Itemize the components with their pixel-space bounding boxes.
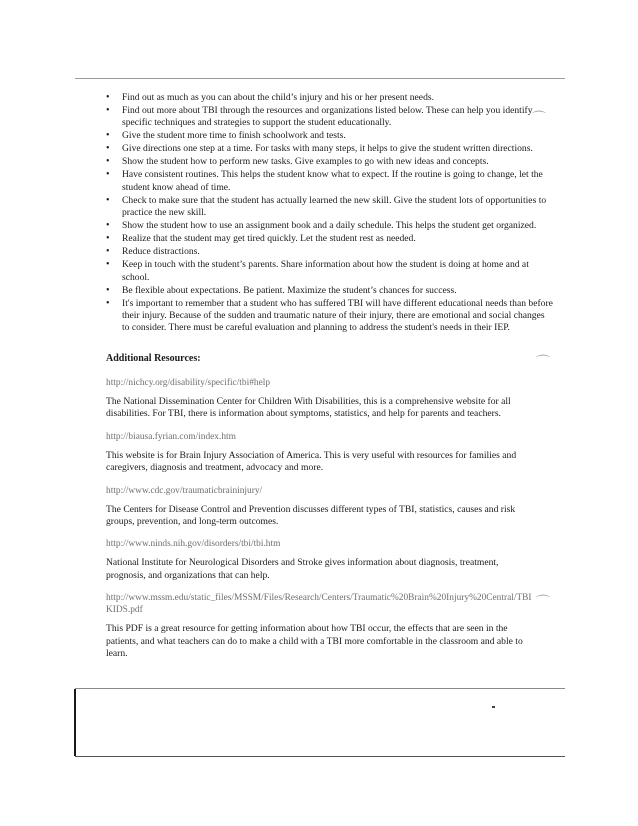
list-item: • It's important to remember that a student who has suffered TBI will have different educational needs than before their injury. Because of the sudden and traumatic nature of their injury, there are emotional and social changes to consider. There must be careful evaluation and planning to address the student's needs in their IEP. bbox=[122, 298, 554, 335]
footer-rule bbox=[75, 756, 565, 757]
scan-mark-icon: ⌒ bbox=[532, 112, 546, 127]
list-item: • Realize that the student may get tired quickly. Let the student rest as needed. bbox=[122, 233, 554, 245]
list-item: • Find out more about TBI through the resources and organizations listed below. These can help you identify specific techniques and strategies to support the student educationally. bbox=[122, 105, 554, 130]
scan-mark-icon: ⌒ bbox=[536, 596, 550, 611]
list-item: • Give the student more time to finish schoolwork and tests. bbox=[122, 130, 554, 142]
resources-section bbox=[106, 352, 538, 670]
resource-description: The Centers for Disease Control and Prevention discusses different types of TBI, statistics, causes and risk groups, prevention, and long-term outcomes. bbox=[106, 503, 516, 528]
list-item: • Find out as much as you can about the child’s injury and his or her present needs. bbox=[122, 92, 554, 104]
resources-heading: Additional Resources: bbox=[106, 353, 201, 364]
resource-link[interactable]: http://biausa.fyrian.com/index.htm bbox=[106, 431, 236, 442]
resource-description: This website is for Brain Injury Association of America. This is very useful with resources for families and caregivers, diagnosis and treatment, advocacy and more. bbox=[106, 449, 517, 474]
list-item: • Show the student how to use an assignment book and a daily schedule. This helps the student get organized. bbox=[122, 220, 554, 232]
resource-link[interactable]: http://www.mssm.edu/static_files/MSSM/Files/Research/Centers/Traumatic%20Brain%20Injury%20Central/TBIKIDS.pdf bbox=[106, 593, 532, 616]
resource-link[interactable]: http://nichcy.org/disability/specific/tbi#help bbox=[106, 378, 271, 388]
list-item: • Keep in touch with the student’s parents. Share information about how the student is doing at home and at school. bbox=[122, 259, 554, 284]
resource-description: The National Dissemination Center for Children With Disabilities, this is a comprehensive website for all disabilities. For TBI, there is information about symptoms, statistics, and help for parents and teachers. bbox=[106, 396, 511, 420]
scan-mark-icon: ⌒ bbox=[536, 356, 550, 371]
list-item: • Be flexible about expectations. Be patient. Maximize the student’s chances for success. bbox=[122, 285, 554, 297]
resource-description: This PDF is a great resource for getting information about how TBI occur, the effects that are seen in the patients, and what teachers can do to make a child with a TBI more comfortable in the classroom and able to learn. bbox=[106, 623, 523, 660]
list-item: • Have consistent routines. This helps the student know what to expect. If the routine is going to change, let the student know ahead of time. bbox=[122, 169, 554, 194]
top-rule bbox=[75, 78, 565, 79]
list-item: • Check to make sure that the student has actually learned the new skill. Give the student lots of opportunities to practice the new skill. bbox=[122, 195, 554, 220]
resource-description: National Institute for Neurological Disorders and Stroke gives information about diagnosis, treatment, prognosis, and organizations that can help. bbox=[106, 557, 499, 581]
scan-speck bbox=[492, 706, 495, 708]
list-item: • Show the student how to perform new tasks. Give examples to go with new ideas and concepts. bbox=[122, 156, 554, 168]
list-item: • Reduce distractions. bbox=[122, 246, 554, 258]
list-item: • Give directions one step at a time. For tasks with many steps, it helps to give the student written directions. bbox=[122, 143, 554, 155]
strategy-list bbox=[106, 92, 554, 335]
resource-link[interactable]: http://www.ninds.nih.gov/disorders/tbi/tbi.htm bbox=[106, 539, 281, 550]
margin-bar bbox=[74, 689, 76, 756]
bottom-rule bbox=[75, 688, 565, 689]
resource-link[interactable]: http://www.cdc.gov/traumaticbraininjury/ bbox=[106, 485, 263, 496]
